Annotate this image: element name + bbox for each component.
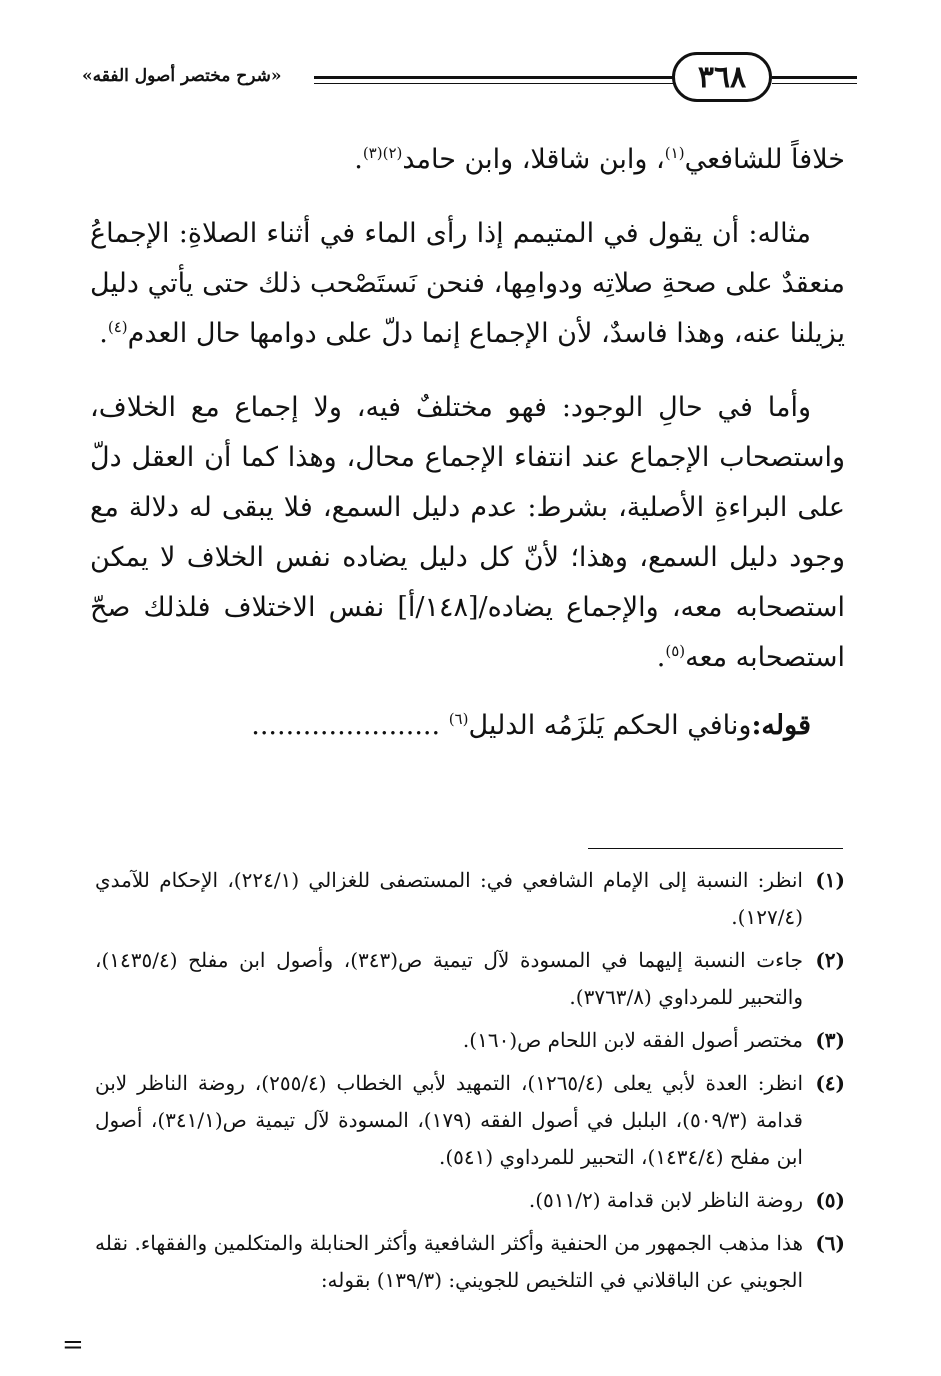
footnote-4 — [95, 1065, 845, 1176]
footnote-text: انظر: العدة لأبي يعلى (١٢٦٥/٤)، التمهيد لأبي الخطاب (٢٥٥/٤)، روضة الناظر لابن قدامة (٥٠٩/٣)، البلبل في أصول الفقه (١٧٩)، المسودة لآل تيمية ص(٣٤١/١)، أصول ابن مفلح (١٤٣٤/٤)، التحبير للمرداوي (٥٤١). — [95, 1071, 803, 1169]
footnote-number: (٤) — [815, 1071, 845, 1095]
text-run: . — [354, 144, 363, 175]
text-run: وأما في حالِ الوجود: فهو مختلفٌ فيه، ولا إجماع مع الخلاف، واستصحاب الإجماع عند انتفاء الإجماع محال، وهذا كما أن العقل دلّ على البراءةِ الأصلية، بشرط: عدم دليل السمع، فلا يبقى له دلالة مع وجود دليل السمع، وهذا؛ لأنّ كل دليل يضاده نفس الخلاف لا يمكن استصحابه معه، والإجماع يضاده/[١٤٨/أ] نفس الاختلاف فلذلك صحّ استصحابه معه — [90, 392, 845, 673]
main-text — [90, 135, 845, 775]
footnote-1 — [95, 862, 845, 936]
page-header — [82, 52, 862, 108]
footnote-number: (٢) — [815, 948, 845, 972]
header-rule-left — [314, 76, 674, 84]
footnote-ref: (٦) — [448, 710, 469, 728]
matn-quote — [90, 701, 845, 751]
footnote-text: انظر: النسبة إلى الإمام الشافعي في: المستصفى للغزالي (٢٢٤/١)، الإحكام للآمدي (١٢٧/٤). — [95, 868, 803, 929]
continuation-mark: = — [62, 1330, 84, 1360]
matn-text: ونافي الحكم يَلزَمُه الدليل — [468, 710, 752, 741]
footnote-number: (٣) — [815, 1028, 845, 1052]
text-run: مثاله: أن يقول في المتيمم إذا رأى الماء في أثناء الصلاةِ: الإجماعُ منعقدٌ على صحةِ صلاتِه ودوامِها، فنحن نَستَصْحب ذلك حتى يأتي دليل يزيلنا عنه، وهذا فاسدٌ، لأن الإجماع إنما دلّ على دوامها حال العدم — [90, 218, 845, 349]
paragraph-3 — [90, 383, 845, 683]
footnote-ref: (١) — [664, 144, 685, 162]
footnote-separator — [588, 848, 843, 849]
text-run: ، وابن شاقلا، وابن حامد — [402, 144, 665, 175]
footnote-text: هذا مذهب الجمهور من الحنفية وأكثر الشافعية وأكثر الحنابلة والمتكلمين والفقهاء. نقله الجويني عن الباقلاني في التلخيص للجويني: (١٣٩/٣) بقوله: — [95, 1231, 803, 1292]
page-number: ٣٦٨ — [672, 52, 772, 102]
running-title: «شرح مختصر أصول الفقه» — [82, 66, 282, 86]
footnote-6 — [95, 1225, 845, 1299]
footnote-text: مختصر أصول الفقه لابن اللحام ص(١٦٠). — [462, 1028, 803, 1052]
footnotes — [95, 862, 845, 1305]
text-run: . — [656, 642, 666, 673]
qawluh-label: قوله: — [751, 710, 811, 741]
footnote-ref: (٥) — [665, 642, 686, 660]
header-rule-right — [772, 76, 857, 84]
dotted-leader: ...................... — [251, 710, 441, 741]
text-run: خلافاً للشافعي — [684, 144, 845, 175]
paragraph-1 — [90, 135, 845, 185]
footnote-number: (٥) — [815, 1188, 845, 1212]
footnote-ref: (٤) — [107, 318, 128, 336]
text-run: . — [99, 318, 108, 349]
paragraph-2 — [90, 209, 845, 359]
footnote-5 — [95, 1182, 845, 1219]
footnote-number: (٦) — [815, 1231, 845, 1255]
footnote-3 — [95, 1022, 845, 1059]
footnote-2 — [95, 942, 845, 1016]
footnote-text: روضة الناظر لابن قدامة (٥١١/٢). — [528, 1188, 803, 1212]
footnote-text: جاءت النسبة إليهما في المسودة لآل تيمية ص(٣٤٣)، وأصول ابن مفلح (١٤٣٥/٤)، والتحبير للمرداوي (٣٧٦٣/٨). — [95, 948, 803, 1009]
footnote-ref: (٢)(٣) — [362, 144, 403, 162]
footnote-number: (١) — [815, 868, 845, 892]
